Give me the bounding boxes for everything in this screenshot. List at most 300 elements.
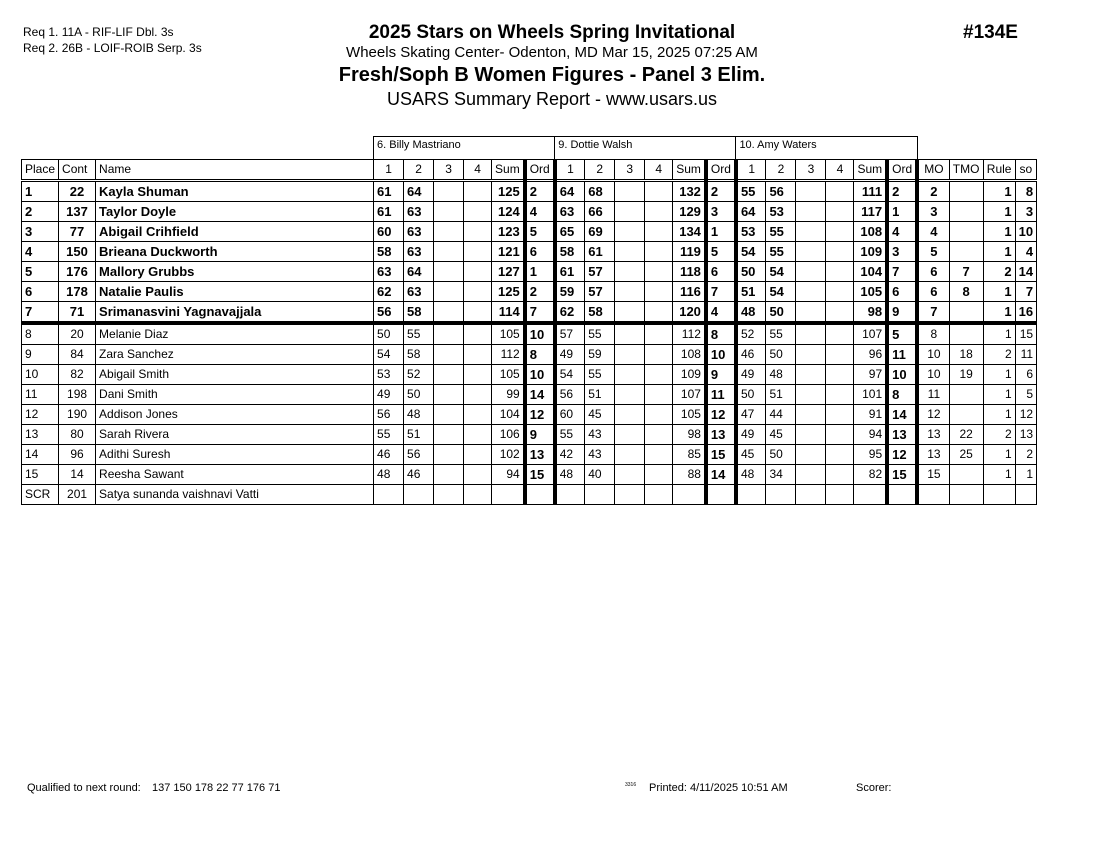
judge-2-score-1: 57 xyxy=(555,323,585,345)
header-j1-3: 3 xyxy=(434,160,464,181)
judge-3-score-3 xyxy=(796,262,826,282)
judge-1-score-2: 56 xyxy=(404,445,434,465)
judge-3-sum: 82 xyxy=(854,465,887,485)
header-j1-2: 2 xyxy=(404,160,434,181)
judge-3-score-4 xyxy=(826,323,854,345)
judge-2-score-4 xyxy=(645,262,673,282)
judge-2-score-2: 43 xyxy=(585,445,615,465)
rule-cell: 1 xyxy=(983,222,1015,242)
place-cell: 6 xyxy=(22,282,59,302)
contestant-number-cell: 198 xyxy=(59,385,96,405)
judge-1-sum: 124 xyxy=(492,202,525,222)
judge-3-score-2: 34 xyxy=(766,465,796,485)
judge-1-ordinal: 1 xyxy=(525,262,555,282)
judge-1-score-2: 48 xyxy=(404,405,434,425)
judge-2-score-2: 51 xyxy=(585,385,615,405)
judge-3-score-2: 44 xyxy=(766,405,796,425)
judge-2-score-4 xyxy=(645,405,673,425)
judge-3-score-3 xyxy=(796,365,826,385)
judge-3-score-2: 54 xyxy=(766,262,796,282)
judge-3-sum: 104 xyxy=(854,262,887,282)
results-table xyxy=(21,136,1037,505)
judge-1-sum: 99 xyxy=(492,385,525,405)
judge-1-score-2: 52 xyxy=(404,365,434,385)
contestant-number-cell: 22 xyxy=(59,181,96,202)
judge-2-ordinal: 5 xyxy=(706,242,736,262)
judge-3-score-1: 64 xyxy=(736,202,766,222)
judge-2-score-2: 55 xyxy=(585,365,615,385)
judge-3-sum: 117 xyxy=(854,202,887,222)
judge-1-score-4 xyxy=(464,302,492,324)
judge-2-score-4 xyxy=(645,385,673,405)
judge-1-sum: 127 xyxy=(492,262,525,282)
judge-1-score-4 xyxy=(464,445,492,465)
judge-2-ordinal: 10 xyxy=(706,345,736,365)
judge-1-score-3 xyxy=(434,242,464,262)
skater-name-cell: Dani Smith xyxy=(96,385,374,405)
judge-3-score-2: 51 xyxy=(766,385,796,405)
place-cell: 11 xyxy=(22,385,59,405)
mo-cell: 3 xyxy=(917,202,949,222)
rule-cell: 1 xyxy=(983,385,1015,405)
judge-3-ordinal: 12 xyxy=(887,445,917,465)
judge-2-score-1: 63 xyxy=(555,202,585,222)
judge-2-score-4 xyxy=(645,465,673,485)
header-j3-2: 2 xyxy=(766,160,796,181)
mo-cell: 15 xyxy=(917,465,949,485)
judge-3-ordinal: 4 xyxy=(887,222,917,242)
judge-1-score-3 xyxy=(434,385,464,405)
judge-3-score-1: 55 xyxy=(736,181,766,202)
mo-cell: 12 xyxy=(917,405,949,425)
printed-timestamp: Printed: 4/11/2025 10:51 AM xyxy=(649,782,788,794)
contestant-number-cell: 96 xyxy=(59,445,96,465)
judge-2-sum: 105 xyxy=(673,405,706,425)
table-row xyxy=(22,242,1037,262)
judge-3-score-2 xyxy=(766,485,796,505)
judge-2-score-4 xyxy=(645,242,673,262)
mo-cell: 13 xyxy=(917,445,949,465)
header-rule: Rule xyxy=(983,160,1015,181)
judge-2-score-1 xyxy=(555,485,585,505)
requirement-2: Req 2. 26B - LOIF-ROIB Serp. 3s xyxy=(23,41,202,55)
table-row xyxy=(22,262,1037,282)
place-cell: 3 xyxy=(22,222,59,242)
header-j2-sum: Sum xyxy=(673,160,706,181)
mo-cell xyxy=(917,485,949,505)
judge-1-name: 6. Billy Mastriano xyxy=(374,137,555,160)
header-j3-1: 1 xyxy=(736,160,766,181)
table-row xyxy=(22,345,1037,365)
judge-2-score-3 xyxy=(615,202,645,222)
judge-2-ordinal: 3 xyxy=(706,202,736,222)
judge-1-sum: 102 xyxy=(492,445,525,465)
judge-1-score-1: 48 xyxy=(374,465,404,485)
contestant-number-cell: 178 xyxy=(59,282,96,302)
table-row xyxy=(22,445,1037,465)
judge-3-score-1: 48 xyxy=(736,302,766,324)
judge-3-sum xyxy=(854,485,887,505)
contestant-number-cell: 77 xyxy=(59,222,96,242)
header-j3-ord: Ord xyxy=(887,160,917,181)
judge-3-score-4 xyxy=(826,385,854,405)
judge-2-score-3 xyxy=(615,365,645,385)
judge-3-score-4 xyxy=(826,365,854,385)
judge-2-score-3 xyxy=(615,465,645,485)
so-cell: 10 xyxy=(1015,222,1036,242)
judge-3-sum: 109 xyxy=(854,242,887,262)
judge-3-ordinal: 5 xyxy=(887,323,917,345)
header-j1-1: 1 xyxy=(374,160,404,181)
judge-2-score-3 xyxy=(615,445,645,465)
so-cell: 15 xyxy=(1015,323,1036,345)
judge-3-ordinal: 10 xyxy=(887,365,917,385)
judge-2-score-1: 62 xyxy=(555,302,585,324)
judge-3-sum: 107 xyxy=(854,323,887,345)
judge-1-ordinal: 4 xyxy=(525,202,555,222)
judge-1-score-1: 49 xyxy=(374,385,404,405)
judge-2-ordinal: 8 xyxy=(706,323,736,345)
judge-2-score-1: 59 xyxy=(555,282,585,302)
judge-3-ordinal: 13 xyxy=(887,425,917,445)
judge-3-sum: 97 xyxy=(854,365,887,385)
header-name: Name xyxy=(96,160,374,181)
judge-2-score-4 xyxy=(645,222,673,242)
qualified-list: 137 150 178 22 77 176 71 xyxy=(152,782,281,794)
rule-cell: 1 xyxy=(983,242,1015,262)
judge-2-score-2: 69 xyxy=(585,222,615,242)
judge-3-score-4 xyxy=(826,181,854,202)
judge-1-score-1: 61 xyxy=(374,181,404,202)
judge-2-ordinal: 9 xyxy=(706,365,736,385)
rule-cell: 1 xyxy=(983,445,1015,465)
judge-1-score-1: 56 xyxy=(374,302,404,324)
tmo-cell xyxy=(949,222,983,242)
judge-1-score-3 xyxy=(434,445,464,465)
rule-cell: 1 xyxy=(983,202,1015,222)
judge-3-sum: 95 xyxy=(854,445,887,465)
judge-1-score-1: 58 xyxy=(374,242,404,262)
judge-1-score-2: 64 xyxy=(404,262,434,282)
rule-cell: 2 xyxy=(983,345,1015,365)
judge-2-score-3 xyxy=(615,262,645,282)
header-j1-4: 4 xyxy=(464,160,492,181)
judge-3-score-4 xyxy=(826,425,854,445)
judge-2-sum: 85 xyxy=(673,445,706,465)
table-row xyxy=(22,282,1037,302)
judge-1-score-3 xyxy=(434,425,464,445)
judge-3-score-3 xyxy=(796,202,826,222)
judge-3-score-2: 53 xyxy=(766,202,796,222)
tmo-cell: 8 xyxy=(949,282,983,302)
mo-cell: 7 xyxy=(917,302,949,324)
judge-3-score-3 xyxy=(796,465,826,485)
judge-1-score-3 xyxy=(434,365,464,385)
requirement-1: Req 1. 11A - RIF-LIF Dbl. 3s xyxy=(23,25,174,39)
header-j2-3: 3 xyxy=(615,160,645,181)
skater-name-cell: Adithi Suresh xyxy=(96,445,374,465)
judge-2-ordinal: 6 xyxy=(706,262,736,282)
judge-1-score-3 xyxy=(434,222,464,242)
skater-name-cell: Brieana Duckworth xyxy=(96,242,374,262)
judge-3-sum: 105 xyxy=(854,282,887,302)
judge-3-ordinal: 14 xyxy=(887,405,917,425)
judge-3-score-4 xyxy=(826,242,854,262)
judge-3-score-3 xyxy=(796,405,826,425)
judge-1-sum: 125 xyxy=(492,181,525,202)
so-cell: 2 xyxy=(1015,445,1036,465)
event-title: Fresh/Soph B Women Figures - Panel 3 Elim. xyxy=(338,64,766,86)
judge-1-score-1: 54 xyxy=(374,345,404,365)
tmo-cell xyxy=(949,302,983,324)
rule-cell xyxy=(983,485,1015,505)
judge-3-sum: 101 xyxy=(854,385,887,405)
tmo-cell xyxy=(949,242,983,262)
so-cell: 4 xyxy=(1015,242,1036,262)
judge-1-sum: 105 xyxy=(492,365,525,385)
judge-2-score-2: 45 xyxy=(585,405,615,425)
judge-2-score-1: 49 xyxy=(555,345,585,365)
mo-cell: 6 xyxy=(917,262,949,282)
judge-2-score-2: 58 xyxy=(585,302,615,324)
judge-2-sum: 129 xyxy=(673,202,706,222)
place-cell: 10 xyxy=(22,365,59,385)
contestant-number-cell: 71 xyxy=(59,302,96,324)
judge-2-score-3 xyxy=(615,323,645,345)
contestant-number-cell: 201 xyxy=(59,485,96,505)
judge-2-score-2: 57 xyxy=(585,262,615,282)
judge-2-sum: 108 xyxy=(673,345,706,365)
judge-2-score-2: 57 xyxy=(585,282,615,302)
so-cell: 1 xyxy=(1015,465,1036,485)
so-cell: 8 xyxy=(1015,181,1036,202)
header-mo: MO xyxy=(917,160,949,181)
judge-2-score-2 xyxy=(585,485,615,505)
rule-cell: 2 xyxy=(983,425,1015,445)
judge-3-ordinal: 3 xyxy=(887,242,917,262)
judge-2-sum: 118 xyxy=(673,262,706,282)
judge-3-score-3 xyxy=(796,222,826,242)
contestant-number-cell: 137 xyxy=(59,202,96,222)
judge-1-score-2 xyxy=(404,485,434,505)
judge-3-score-2: 56 xyxy=(766,181,796,202)
judge-3-score-1 xyxy=(736,485,766,505)
judge-1-ordinal: 13 xyxy=(525,445,555,465)
header-j1-sum: Sum xyxy=(492,160,525,181)
judge-2-score-3 xyxy=(615,181,645,202)
so-cell: 13 xyxy=(1015,425,1036,445)
header-j2-2: 2 xyxy=(585,160,615,181)
judge-3-score-1: 47 xyxy=(736,405,766,425)
tmo-cell xyxy=(949,202,983,222)
contestant-number-cell: 20 xyxy=(59,323,96,345)
judge-1-score-1: 50 xyxy=(374,323,404,345)
contestant-number-cell: 80 xyxy=(59,425,96,445)
judge-3-score-4 xyxy=(826,202,854,222)
judge-1-score-3 xyxy=(434,323,464,345)
judge-3-sum: 111 xyxy=(854,181,887,202)
judge-1-score-4 xyxy=(464,222,492,242)
contestant-number-cell: 14 xyxy=(59,465,96,485)
table-row xyxy=(22,365,1037,385)
judge-3-score-4 xyxy=(826,465,854,485)
judge-1-sum: 112 xyxy=(492,345,525,365)
judge-3-score-1: 51 xyxy=(736,282,766,302)
judge-3-ordinal: 6 xyxy=(887,282,917,302)
judge-2-score-2: 59 xyxy=(585,345,615,365)
judge-2-ordinal: 1 xyxy=(706,222,736,242)
place-cell: 8 xyxy=(22,323,59,345)
rule-cell: 1 xyxy=(983,282,1015,302)
table-row xyxy=(22,222,1037,242)
judge-3-score-1: 49 xyxy=(736,365,766,385)
tmo-cell: 25 xyxy=(949,445,983,465)
skater-name-cell: Srimanasvini Yagnavajjala xyxy=(96,302,374,324)
judge-1-score-2: 50 xyxy=(404,385,434,405)
judge-1-ordinal: 7 xyxy=(525,302,555,324)
judge-1-score-4 xyxy=(464,405,492,425)
so-cell: 6 xyxy=(1015,365,1036,385)
tmo-cell xyxy=(949,405,983,425)
judge-2-ordinal: 15 xyxy=(706,445,736,465)
judge-1-ordinal: 12 xyxy=(525,405,555,425)
rule-cell: 2 xyxy=(983,262,1015,282)
judge-1-score-1: 63 xyxy=(374,262,404,282)
judge-3-score-3 xyxy=(796,345,826,365)
judge-3-score-2: 55 xyxy=(766,242,796,262)
judge-1-score-2: 58 xyxy=(404,345,434,365)
judge-3-score-2: 48 xyxy=(766,365,796,385)
judge-3-score-1: 50 xyxy=(736,262,766,282)
judge-2-score-1: 58 xyxy=(555,242,585,262)
judge-2-sum: 112 xyxy=(673,323,706,345)
contestant-number-cell: 190 xyxy=(59,405,96,425)
venue-date: Wheels Skating Center- Odenton, MD Mar 15, 2025 07:25 AM xyxy=(346,44,758,61)
judge-3-score-3 xyxy=(796,485,826,505)
judge-2-sum: 88 xyxy=(673,465,706,485)
judge-3-ordinal: 15 xyxy=(887,465,917,485)
mo-cell: 11 xyxy=(917,385,949,405)
judge-2-score-4 xyxy=(645,302,673,324)
event-number: #134E xyxy=(963,22,1018,43)
judge-1-ordinal: 8 xyxy=(525,345,555,365)
so-cell: 5 xyxy=(1015,385,1036,405)
judge-2-score-1: 56 xyxy=(555,385,585,405)
judge-2-ordinal: 7 xyxy=(706,282,736,302)
judge-2-score-4 xyxy=(645,425,673,445)
judge-3-score-1: 48 xyxy=(736,465,766,485)
judge-1-score-2: 58 xyxy=(404,302,434,324)
skater-name-cell: Zara Sanchez xyxy=(96,345,374,365)
judge-1-score-3 xyxy=(434,345,464,365)
judge-1-score-2: 63 xyxy=(404,222,434,242)
judge-1-sum: 121 xyxy=(492,242,525,262)
rule-cell: 1 xyxy=(983,365,1015,385)
judge-2-score-3 xyxy=(615,222,645,242)
tmo-cell xyxy=(949,385,983,405)
judge-1-score-1: 53 xyxy=(374,365,404,385)
judge-1-sum xyxy=(492,485,525,505)
judge-1-score-2: 64 xyxy=(404,181,434,202)
place-cell: 7 xyxy=(22,302,59,324)
header-j2-1: 1 xyxy=(555,160,585,181)
skater-name-cell: Abigail Crihfield xyxy=(96,222,374,242)
place-cell: SCR xyxy=(22,485,59,505)
competition-title: 2025 Stars on Wheels Spring Invitational xyxy=(368,22,736,43)
header-so: so xyxy=(1015,160,1036,181)
skater-name-cell: Abigail Smith xyxy=(96,365,374,385)
judge-2-score-3 xyxy=(615,242,645,262)
place-cell: 4 xyxy=(22,242,59,262)
tmo-cell: 7 xyxy=(949,262,983,282)
judge-1-score-4 xyxy=(464,485,492,505)
judge-3-ordinal: 2 xyxy=(887,181,917,202)
judge-3-score-4 xyxy=(826,302,854,324)
judge-1-score-3 xyxy=(434,181,464,202)
judge-1-score-2: 46 xyxy=(404,465,434,485)
judge-1-score-1: 62 xyxy=(374,282,404,302)
skater-name-cell: Taylor Doyle xyxy=(96,202,374,222)
judge-2-sum xyxy=(673,485,706,505)
judge-3-score-4 xyxy=(826,282,854,302)
judge-2-score-4 xyxy=(645,202,673,222)
judge-2-score-4 xyxy=(645,485,673,505)
judge-3-score-1: 49 xyxy=(736,425,766,445)
judge-3-sum: 98 xyxy=(854,302,887,324)
judge-2-sum: 132 xyxy=(673,181,706,202)
rule-cell: 1 xyxy=(983,323,1015,345)
so-cell: 16 xyxy=(1015,302,1036,324)
judge-2-score-4 xyxy=(645,282,673,302)
judge-1-score-2: 63 xyxy=(404,202,434,222)
judge-3-ordinal xyxy=(887,485,917,505)
skater-name-cell: Kayla Shuman xyxy=(96,181,374,202)
judge-1-score-3 xyxy=(434,485,464,505)
judge-1-ordinal: 2 xyxy=(525,282,555,302)
judge-3-sum: 108 xyxy=(854,222,887,242)
judge-2-score-2: 40 xyxy=(585,465,615,485)
judge-1-score-4 xyxy=(464,385,492,405)
mo-cell: 10 xyxy=(917,365,949,385)
judge-3-score-3 xyxy=(796,445,826,465)
tmo-cell: 18 xyxy=(949,345,983,365)
judge-1-ordinal: 9 xyxy=(525,425,555,445)
place-cell: 15 xyxy=(22,465,59,485)
skater-name-cell: Mallory Grubbs xyxy=(96,262,374,282)
judge-2-score-2: 55 xyxy=(585,323,615,345)
judge-2-score-1: 60 xyxy=(555,405,585,425)
rule-cell: 1 xyxy=(983,181,1015,202)
judge-2-score-2: 43 xyxy=(585,425,615,445)
place-cell: 5 xyxy=(22,262,59,282)
table-row xyxy=(22,485,1037,505)
judge-2-ordinal: 13 xyxy=(706,425,736,445)
judge-3-score-3 xyxy=(796,282,826,302)
judge-3-score-4 xyxy=(826,445,854,465)
table-row xyxy=(22,405,1037,425)
judge-3-score-1: 50 xyxy=(736,385,766,405)
judge-3-score-2: 55 xyxy=(766,222,796,242)
judge-3-score-2: 45 xyxy=(766,425,796,445)
judge-2-ordinal: 12 xyxy=(706,405,736,425)
judge-1-ordinal: 15 xyxy=(525,465,555,485)
place-cell: 12 xyxy=(22,405,59,425)
judge-1-score-1: 61 xyxy=(374,202,404,222)
judge-3-ordinal: 9 xyxy=(887,302,917,324)
judge-2-ordinal: 11 xyxy=(706,385,736,405)
judge-2-score-1: 54 xyxy=(555,365,585,385)
judge-1-ordinal: 2 xyxy=(525,181,555,202)
